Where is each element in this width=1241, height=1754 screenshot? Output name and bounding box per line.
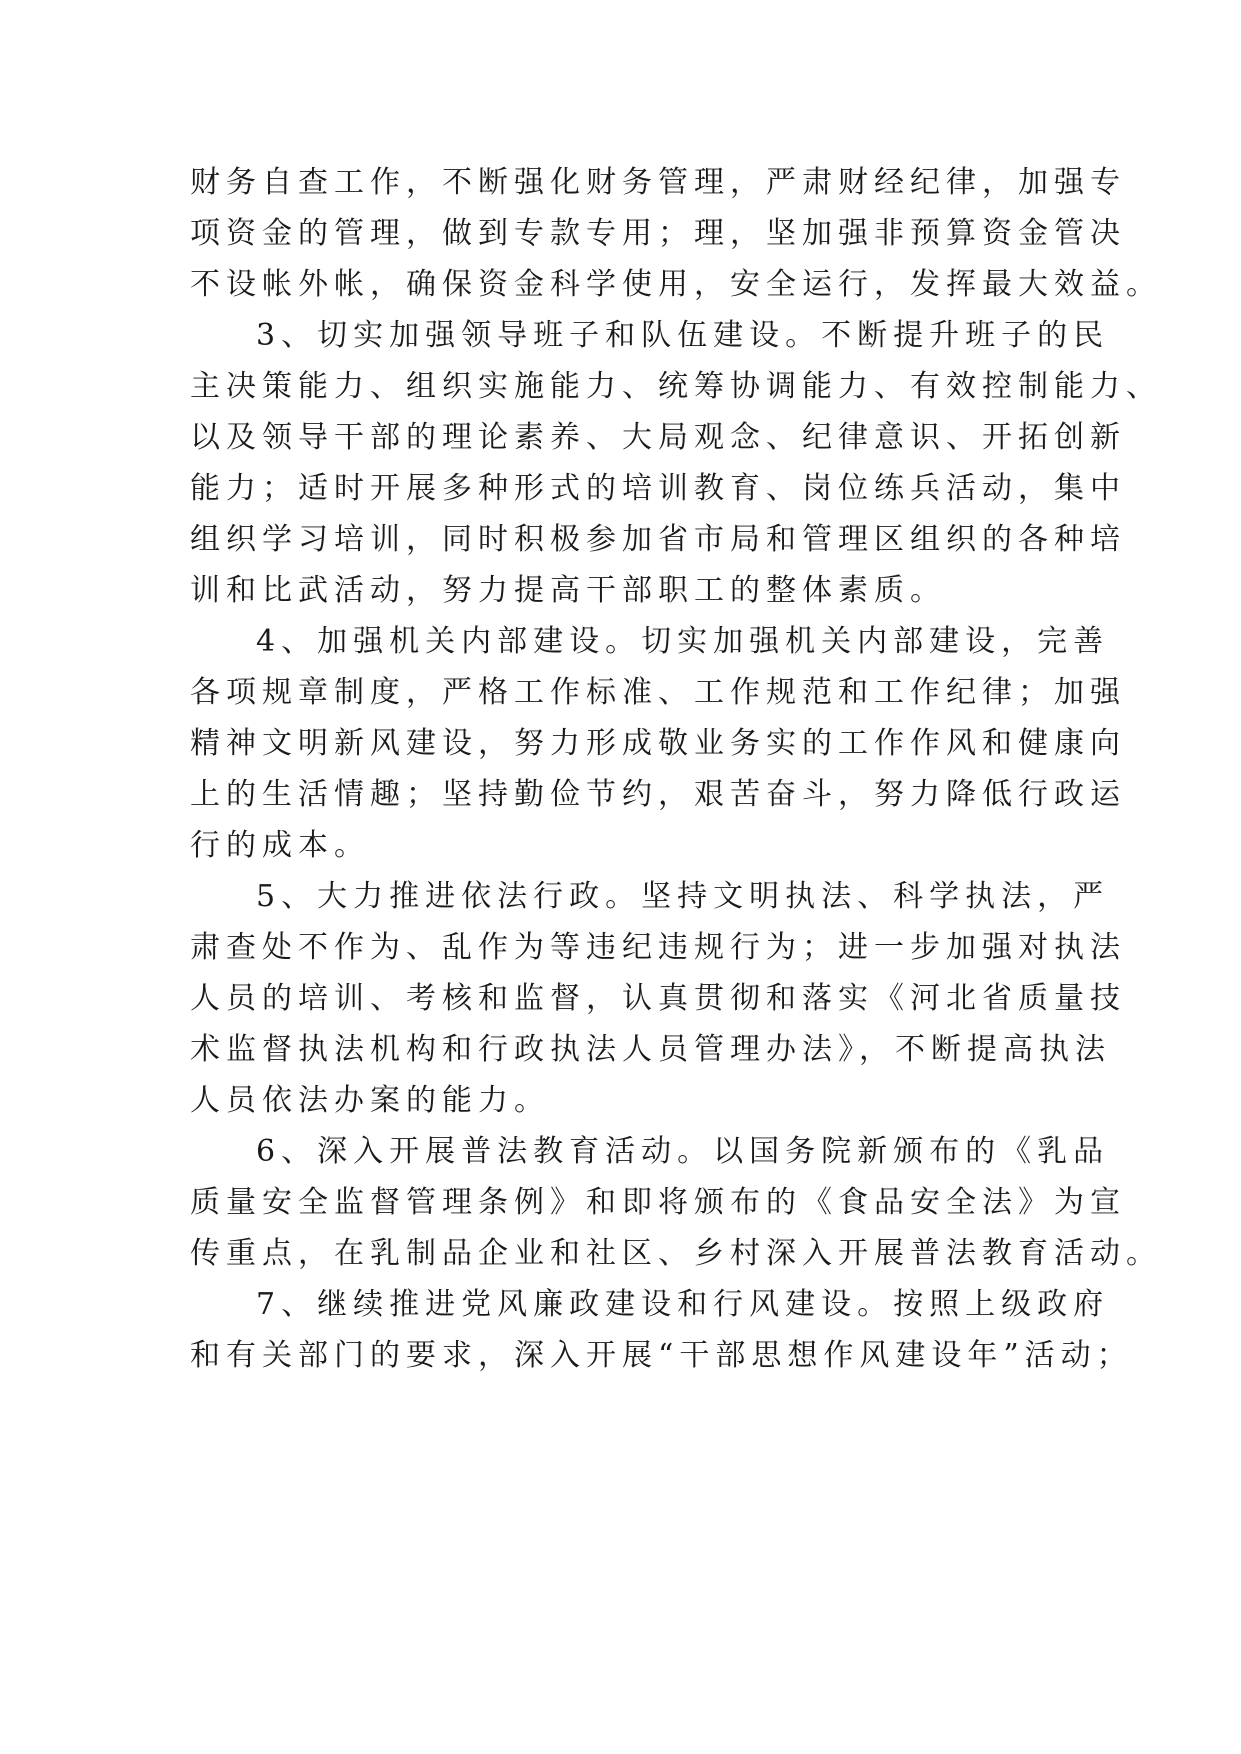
text-line: 和有关部门的要求，深入开展“干部思想作风建设年”活动； bbox=[190, 1338, 1133, 1373]
text-line: 组织学习培训，同时积极参加省市局和管理区组织的各种培 bbox=[190, 522, 1126, 557]
text-line: 能力；适时开展多种形式的培训教育、岗位练兵活动，集中 bbox=[190, 471, 1126, 506]
text-line: 行的成本。 bbox=[190, 828, 370, 863]
text-line: 3、切实加强领导班子和队伍建设。不断提升班子的民 bbox=[256, 318, 1110, 353]
text-line: 质量安全监督管理条例》和即将颁布的《食品安全法》为宣 bbox=[190, 1185, 1126, 1220]
document-body bbox=[190, 157, 1162, 1381]
text-line: 各项规章制度，严格工作标准、工作规范和工作纪律；加强 bbox=[190, 675, 1126, 710]
text-line: 精神文明新风建设，努力形成敬业务实的工作作风和健康向 bbox=[190, 726, 1126, 761]
text-line: 以及领导干部的理论素养、大局观念、纪律意识、开拓创新 bbox=[190, 420, 1126, 455]
text-line: 财务自查工作，不断强化财务管理，严肃财经纪律，加强专 bbox=[190, 165, 1126, 200]
text-line: 4、加强机关内部建设。切实加强机关内部建设，完善 bbox=[256, 624, 1110, 659]
text-line: 人员的培训、考核和监督，认真贯彻和落实《河北省质量技 bbox=[190, 981, 1126, 1016]
text-line: 主决策能力、组织实施能力、统筹协调能力、有效控制能力、 bbox=[190, 369, 1162, 404]
text-line: 术监督执法机构和行政执法人员管理办法》，不断提高执法 bbox=[190, 1032, 1111, 1067]
text-line: 传重点，在乳制品企业和社区、乡村深入开展普法教育活动。 bbox=[190, 1236, 1162, 1271]
text-line: 训和比武活动，努力提高干部职工的整体素质。 bbox=[190, 573, 946, 608]
text-line: 不设帐外帐，确保资金科学使用，安全运行，发挥最大效益。 bbox=[190, 267, 1162, 302]
text-line: 上的生活情趣；坚持勤俭节约，艰苦奋斗，努力降低行政运 bbox=[190, 777, 1126, 812]
text-line: 人员依法办案的能力。 bbox=[190, 1083, 550, 1118]
text-line: 项资金的管理，做到专款专用；理，坚加强非预算资金管决 bbox=[190, 216, 1126, 251]
text-line: 7、继续推进党风廉政建设和行风建设。按照上级政府 bbox=[256, 1287, 1110, 1322]
text-line: 5、大力推进依法行政。坚持文明执法、科学执法，严 bbox=[256, 879, 1110, 914]
text-line: 6、深入开展普法教育活动。以国务院新颁布的《乳品 bbox=[256, 1134, 1110, 1169]
text-line: 肃查处不作为、乱作为等违纪违规行为；进一步加强对执法 bbox=[190, 930, 1126, 965]
